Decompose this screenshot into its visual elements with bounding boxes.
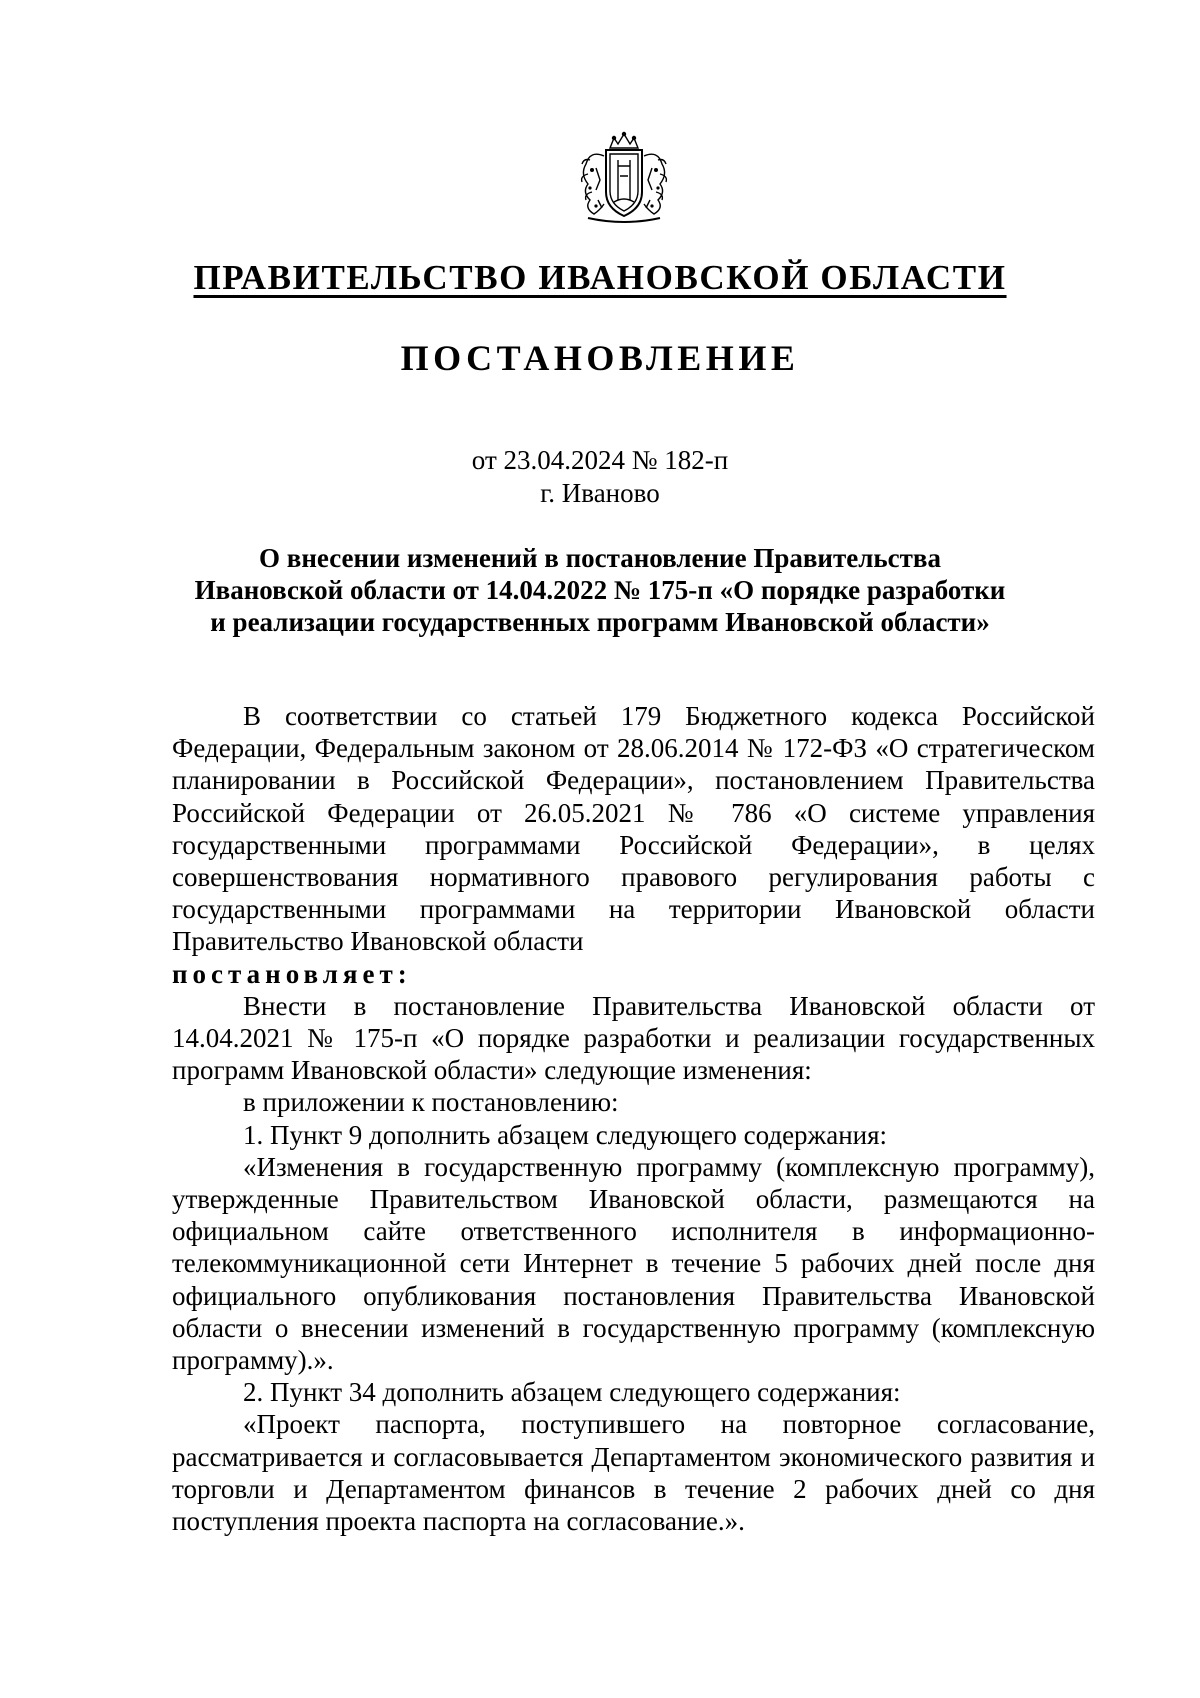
date-number: от 23.04.2024 № 182-п (471, 445, 729, 475)
item-1-paragraph: 1. Пункт 9 дополнить абзацем следующего содержания: (243, 1119, 888, 1150)
amend-paragraph: Внести в постановление Правительства Ивановской области от 14.04.2021 № 175-п «О порядке разработки и реализации государственных программ Ивановской области» следующие изменения: (172, 990, 1095, 1086)
subject-line: и реализации государственных программ Ивановской области» (210, 607, 990, 637)
city: г. Иваново (540, 478, 660, 508)
item-1-quote-paragraph: «Изменения в государственную программу (комплексную программу), утвержденные Правительством Ивановской области, размещаются на официальном сайте ответственного исполнителя в информационно-телекоммуникационной сети Интернет в течение 5 рабочих дней после дня официального опубликования постановления Правительства Ивановской области о внесении изменений в государственную программу (комплексную программу).». (172, 1151, 1095, 1376)
document-type: ПОСТАНОВЛЕНИЕ (400, 338, 800, 378)
item-2-quote-paragraph: «Проект паспорта, поступившего на повторное согласование, рассматривается и согласовывается Департаментом экономического развития и торговли и Департаментом финансов в течение 2 рабочих дней со дня поступления проекта паспорта на согласование.». (172, 1409, 1095, 1537)
document-body (172, 700, 1095, 1537)
resolves-line (172, 958, 1095, 990)
subject-line: Ивановской области от 14.04.2022 № 175-п «О порядке разработки (194, 575, 1006, 605)
preamble-paragraph: В соответствии со статьей 179 Бюджетного кодекса Российской Федерации, Федеральным законом от 28.06.2014 № 172-ФЗ «О стратегическом планировании в Российской Федерации», постановлением Правительства Российской Федерации от 26.05.2021 № 786 «О системе управления государственными программами Российской Федерации», в целях совершенствования нормативного правового регулирования работы с государственными программами на территории Ивановской области Правительство Ивановской области (172, 701, 1095, 957)
government-title: ПРАВИТЕЛЬСТВО ИВАНОВСКОЙ ОБЛАСТИ (193, 258, 1007, 297)
subject-line: О внесении изменений в постановление Правительства (259, 543, 941, 573)
annex-paragraph: в приложении к постановлению: (243, 1087, 619, 1118)
document-subject (0, 542, 1200, 638)
coat-of-arms-emblem (560, 130, 688, 226)
resolves-word: постановляет: (172, 958, 412, 989)
item-2-paragraph: 2. Пункт 34 дополнить абзацем следующего содержания: (243, 1377, 901, 1408)
